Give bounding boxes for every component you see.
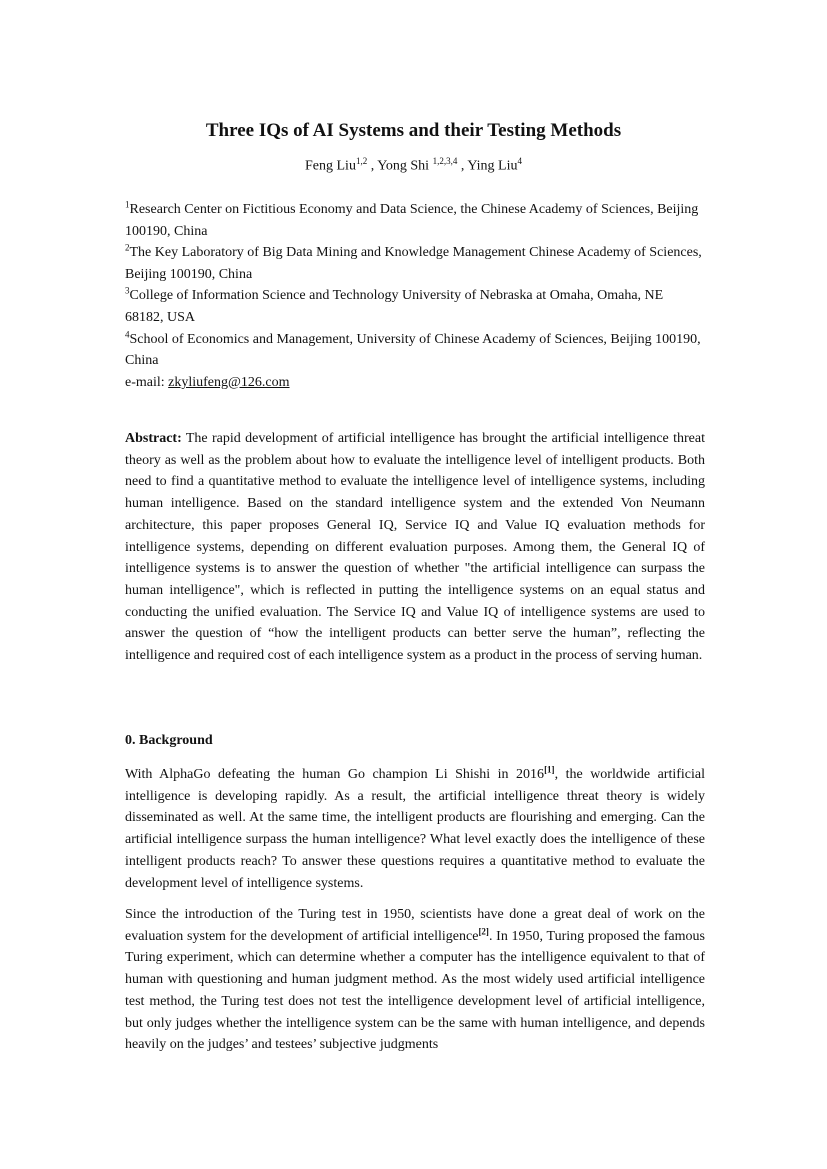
author-affiliation-sup: 1,2 (355, 156, 368, 166)
affiliation (125, 242, 705, 285)
author-name: Feng Liu (305, 158, 356, 174)
abstract-label: Abstract: (125, 431, 182, 446)
section-heading: 0. Background (125, 733, 213, 748)
affiliation-text: College of Information Science and Technology University of Nebraska at Omaha, Omaha, NE 68182, USA (125, 288, 664, 325)
author-affiliation-sup: 4 (517, 156, 522, 166)
author-affiliation-sup: 1,2,3,4 (432, 156, 458, 166)
affiliation-list (125, 199, 705, 393)
email-label: e-mail: (125, 374, 169, 390)
paper-title: Three IQs of AI Systems and their Testing Methods (205, 120, 622, 141)
author-name: Ying Liu (467, 158, 518, 174)
citation-ref: [1] (544, 764, 555, 775)
author-name: Yong Shi (377, 158, 430, 174)
affiliation-number: 3 (125, 285, 130, 296)
affiliation-text: The Key Laboratory of Big Data Mining and Knowledge Management Chinese Academy of Sciences, Beijing 100190, China (125, 245, 702, 282)
paragraph-text: , the worldwide artificial intelligence is developing rapidly. As a result, the artificial intelligence threat theory is widely disseminated as well. At the same time, the intelligent products are flourishing and emerging. Can the artificial intelligence surpass the human intelligence? What level exactly does the intelligence of these intelligent products reach? To answer these questions requires a quantitative method to evaluate the development level of intelligence systems. (125, 767, 705, 891)
affiliation-number: 4 (125, 328, 130, 339)
affiliation-text: School of Economics and Management, University of Chinese Academy of Sciences, Beijing 100190, China (125, 331, 701, 369)
abstract-text: The rapid development of artificial intelligence has brought the artificial intelligence threat theory as well as the problem about how to evaluate the intelligence level of intelligent products. Both need to find a quantitative method to evaluate the intelligence level of intelligence systems, including human intelligence. Based on the standard intelligence system and the extended Von Neumann architecture, this paper proposes General IQ, Service IQ and Value IQ evaluation methods for intelligence systems, depending on different evaluation purposes. Among them, the General IQ of intelligence systems is to answer the question of whether "the artificial intelligence can surpass the human intelligence", which is reflected in putting the intelligence systems on an equal status and conducting the unified evaluation. The Service IQ and Value IQ of intelligence systems are used to answer the question of “how the intelligent products can better serve the human”, reflecting the intelligence and required cost of each intelligence system as a product in the process of serving human. (125, 431, 705, 664)
author-list: Feng Liu$^{1,2}$ , Yong Shi $^{1,2,3,4}$ , Ying Liu$^4$ (305, 156, 522, 174)
affiliation (125, 285, 705, 328)
affiliation-number: 1 (125, 199, 130, 210)
citation-ref: [2] (478, 926, 489, 937)
affiliation (125, 199, 705, 242)
abstract (125, 428, 705, 667)
contact-email (125, 372, 705, 394)
affiliation (125, 329, 705, 372)
body-paragraph (125, 764, 705, 894)
paragraph-text: . In 1950, Turing proposed the famous Turing experiment, which can determine whether a computer has the intelligence equivalent to that of human with questioning and human judgment method. As the most widely used artificial intelligence test method, the Turing test does not test the intelligence development level of artificial intelligence, but only judges whether the intelligence system can be the same with human intelligence, and depends heavily on the judges’ and testees’ subjective judgments (125, 928, 705, 1053)
email-link[interactable]: zkyliufeng@126.com (168, 374, 290, 390)
paragraph-text: With AlphaGo defeating the human Go champion Li Shishi in 2016 (125, 767, 545, 782)
paragraph-text: Since the introduction of the Turing test in 1950, scientists have done a great deal of work on the evaluation system for the development of artificial intelligence (125, 907, 705, 944)
affiliation-number: 2 (125, 242, 130, 253)
affiliation-text: Research Center on Fictitious Economy and Data Science, the Chinese Academy of Sciences, Beijing 100190, China (125, 202, 699, 239)
body-paragraph (125, 904, 705, 1056)
